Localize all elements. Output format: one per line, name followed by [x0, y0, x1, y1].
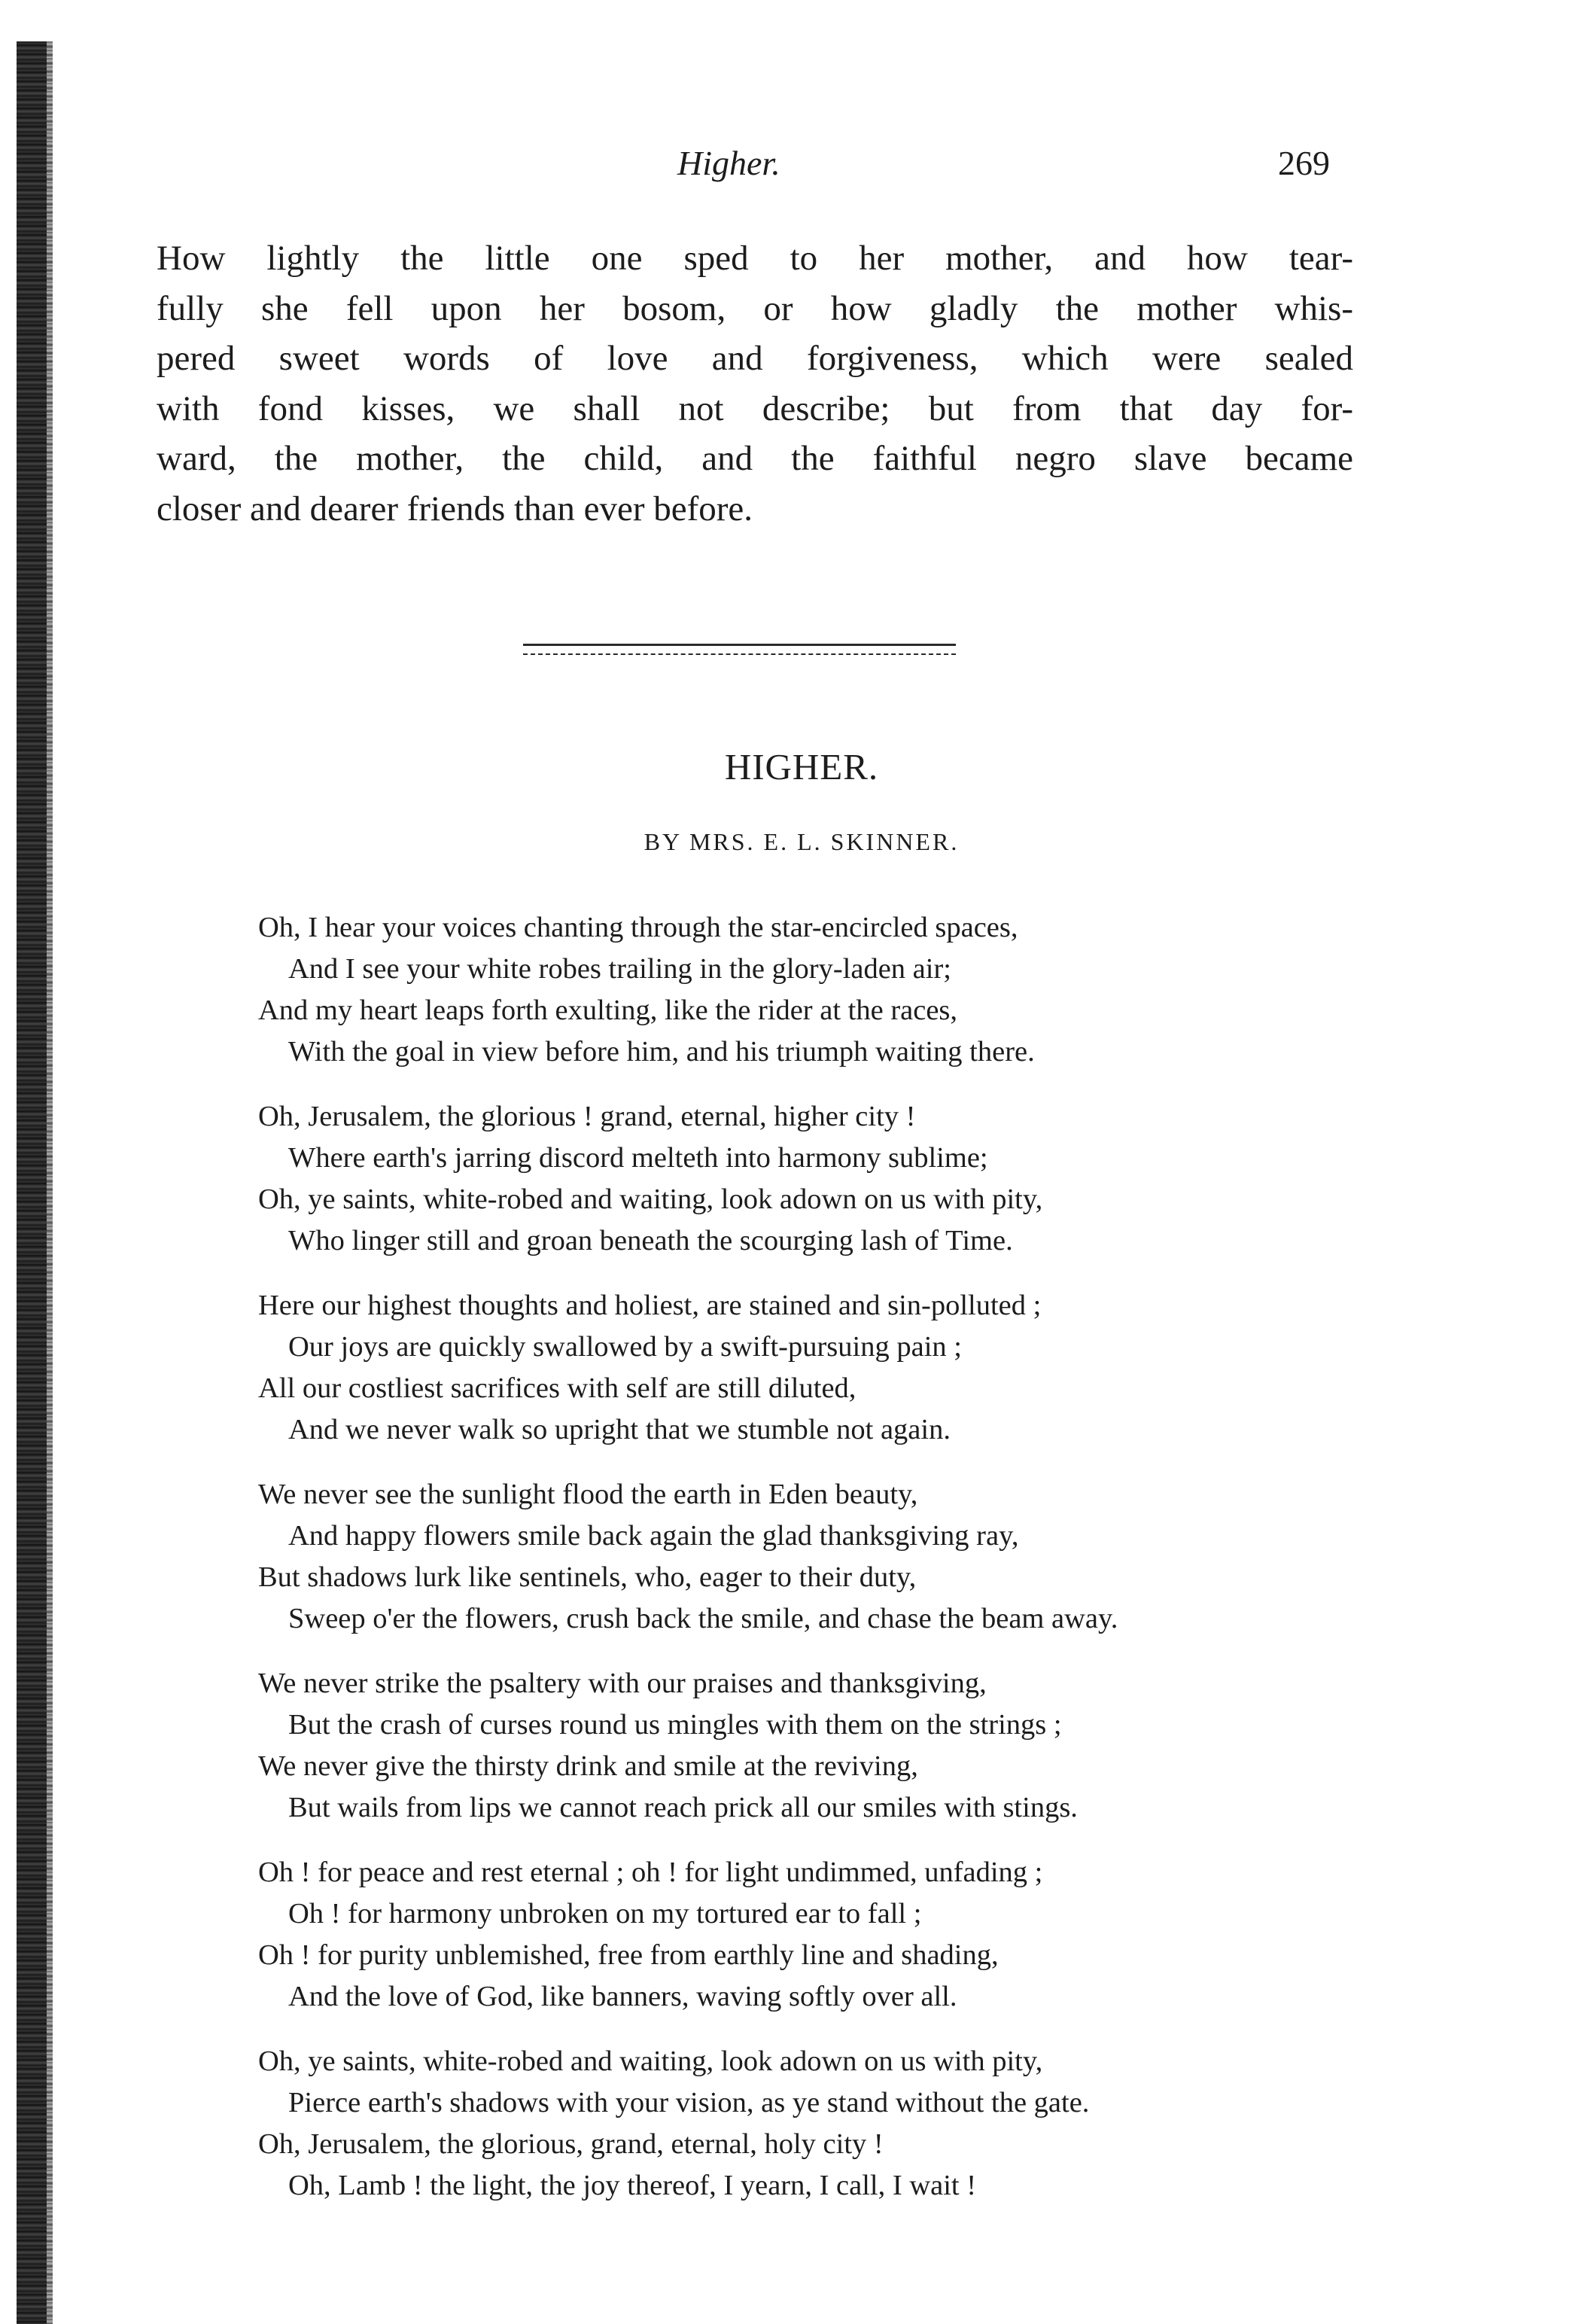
- running-head: [0, 143, 1573, 196]
- poem-verse-line: We never strike the psaltery with our praises and thanksgiving,: [258, 1668, 987, 1699]
- poem-verse-line: Oh ! for peace and rest eternal ; oh ! for light undimmed, unfading ;: [258, 1856, 1043, 1888]
- poem-verse-line: Oh ! for purity unblemished, free from earthly line and shading,: [258, 1939, 999, 1971]
- poem-title: HIGHER.: [724, 746, 879, 787]
- prose-line: closer and dearer friends than ever before.: [157, 489, 753, 528]
- running-title: Higher.: [677, 144, 780, 182]
- prose-line: with fond kisses, we shall not describe; but from that day for-: [157, 388, 1353, 428]
- poem-verse-line: Oh ! for harmony unbroken on my tortured ear to fall ;: [288, 1898, 922, 1930]
- poem-verse-line: Oh, I hear your voices chanting through the star-encircled spaces,: [258, 912, 1018, 943]
- section-divider: [523, 653, 956, 655]
- poem-stanza: [258, 907, 1365, 1073]
- poem-verse-line: And happy flowers smile back again the glad thanksgiving ray,: [288, 1520, 1019, 1552]
- poem-stanza: [258, 1663, 1365, 1829]
- poem-verse-line: Oh, ye saints, white-robed and waiting, look adown on us with pity,: [258, 1183, 1043, 1215]
- poem-verse-line: But shadows lurk like sentinels, who, eager to their duty,: [258, 1561, 917, 1593]
- poem-verse-line: Our joys are quickly swallowed by a swift-pursuing pain ;: [288, 1331, 962, 1363]
- poem-verse-line: And my heart leaps forth exulting, like the rider at the races,: [258, 994, 958, 1026]
- poem-stanza: [258, 1852, 1365, 2018]
- poem-verse-line: We never see the sunlight flood the earth in Eden beauty,: [258, 1479, 918, 1510]
- page-binding-edge: [17, 41, 53, 2324]
- prose-line: ward, the mother, the child, and the faithful negro slave became: [157, 439, 1353, 478]
- prose-line: fully she fell upon her bosom, or how gladly the mother whis-: [157, 288, 1353, 328]
- poem-verse-line: All our costliest sacrifices with self are still diluted,: [258, 1372, 856, 1404]
- poem-verse-line: We never give the thirsty drink and smile at the reviving,: [258, 1750, 918, 1782]
- poem-verse-line: Here our highest thoughts and holiest, are stained and sin-polluted ;: [258, 1290, 1042, 1321]
- poem-verse-line: But the crash of curses round us mingles with them on the strings ;: [288, 1709, 1062, 1741]
- poem-stanza: [258, 1285, 1365, 1451]
- prose-line: How lightly the little one sped to her mother, and how tear-: [157, 239, 1353, 278]
- poem-body: [258, 907, 1365, 2230]
- poem-verse-line: Oh, Jerusalem, the glorious, grand, eternal, holy city !: [258, 2128, 884, 2160]
- poem-verse-line: Sweep o'er the flowers, crush back the smile, and chase the beam away.: [288, 1603, 1118, 1634]
- poem-verse-line: Pierce earth's shadows with your vision, as ye stand without the gate.: [288, 2087, 1090, 2118]
- poem-verse-line: And the love of God, like banners, waving softly over all.: [288, 1981, 957, 2012]
- poem-verse-line: Where earth's jarring discord melteth into harmony sublime;: [288, 1142, 988, 1174]
- poem-verse-line: Who linger still and groan beneath the scourging lash of Time.: [288, 1225, 1013, 1256]
- poem-verse-line: With the goal in view before him, and his triumph waiting there.: [288, 1036, 1035, 1068]
- poem-verse-line: Oh, Lamb ! the light, the joy thereof, I yearn, I call, I wait !: [288, 2170, 977, 2201]
- poem-byline: BY MRS. E. L. SKINNER.: [644, 828, 960, 855]
- prose-paragraph: [157, 233, 1353, 534]
- page-number: 269: [1278, 144, 1330, 182]
- poem-verse-line: Oh, Jerusalem, the glorious ! grand, eternal, higher city !: [258, 1101, 916, 1132]
- section-divider: [523, 644, 956, 646]
- poem-stanza: [258, 2041, 1365, 2207]
- poem-stanza: [258, 1474, 1365, 1640]
- poem-verse-line: And we never walk so upright that we stumble not again.: [288, 1414, 951, 1445]
- poem-verse-line: Oh, ye saints, white-robed and waiting, look adown on us with pity,: [258, 2045, 1043, 2077]
- poem-stanza: [258, 1096, 1365, 1262]
- poem-verse-line: And I see your white robes trailing in the glory-laden air;: [288, 953, 951, 985]
- poem-verse-line: But wails from lips we cannot reach prick all our smiles with stings.: [288, 1792, 1078, 1823]
- prose-line: pered sweet words of love and forgiveness, which were sealed: [157, 339, 1353, 378]
